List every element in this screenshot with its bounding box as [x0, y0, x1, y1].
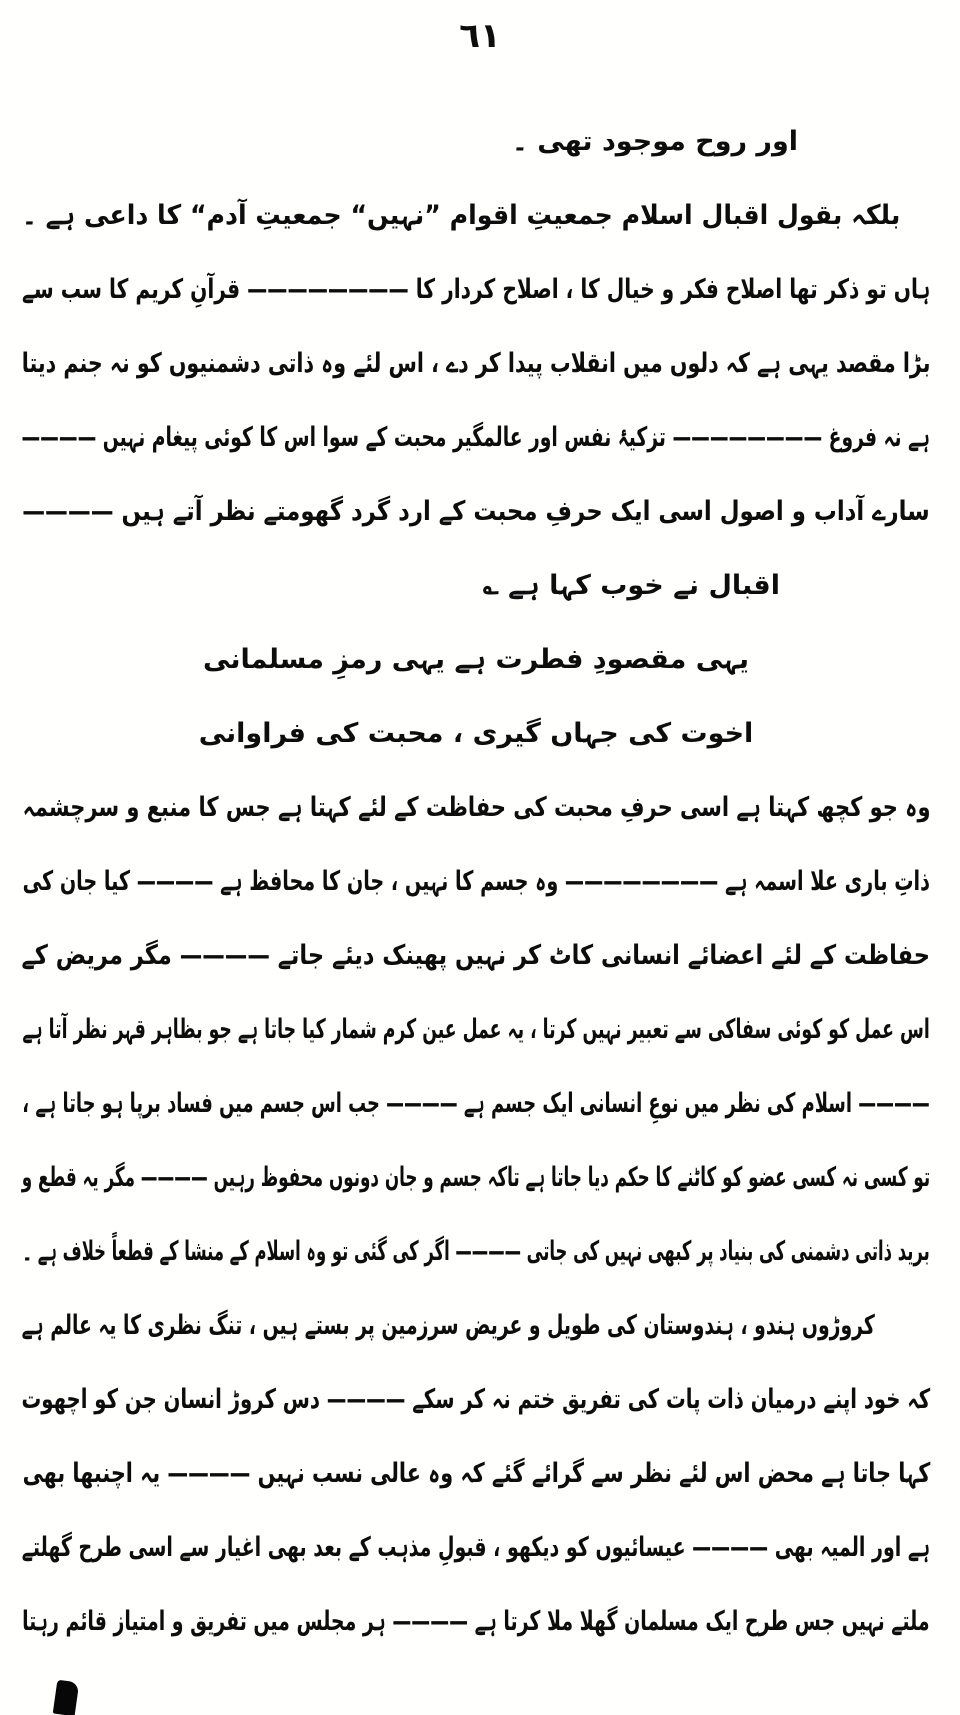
- text-line-content: وہ جو کچھ کہتا ہے اسی حرفِ محبت کی حفاظت کے لئے کہتا ہے جس کا منبع و سرچشمہ: [22, 791, 930, 823]
- text-line: [22, 1214, 930, 1288]
- text-line: [22, 696, 930, 770]
- page-number: ٦١: [459, 16, 501, 56]
- text-line-content: بڑا مقصد یہی ہے کہ دلوں میں انقلاب پیدا کر دے ، اس لئے وہ ذاتی دشمنیوں کو نہ جنم دیتا: [21, 347, 930, 379]
- scan-artifact: [53, 1680, 80, 1715]
- text-line: [22, 178, 930, 252]
- text-line-content: اور روح موجود تھی ۔: [512, 125, 798, 157]
- text-line-content: تو کسی نہ کسی عضو کو کاٹنے کا حکم دیا جاتا ہے تاکہ جسم و جان دونوں محفوظ رہیں ———— مگر یہ قطع و: [21, 1161, 930, 1193]
- text-line-content: حفاظت کے لئے اعضائے انسانی کاٹ کر نہیں پھینک دیئے جاتے ———— مگر مریض کے: [21, 939, 930, 971]
- text-line-content: ———— اسلام کی نظر میں نوعِ انسانی ایک جسم ہے ———— جب اس جسم میں فساد برپا ہو جاتا ہے ،: [22, 1087, 930, 1119]
- text-line: [22, 1584, 930, 1658]
- text-line-content: برید ذاتی دشمنی کی بنیاد پر کبھی نہیں کی جاتی ———— اگر کی گئی تو وہ اسلام کے منشا کے قطعاً خلاف ہے ۔: [22, 1235, 930, 1267]
- text-line: [22, 326, 930, 400]
- text-line-content: ہے اور المیہ بھی ———— عیسائیوں کو دیکھو ، قبولِ مذہب کے بعد بھی اغیار سے اسی طرح گھلتے: [21, 1531, 930, 1563]
- text-line: [22, 252, 930, 326]
- text-line: [22, 770, 930, 844]
- text-line: [22, 844, 930, 918]
- text-line: [22, 918, 930, 992]
- text-line-content: کہ خود اپنے درمیان ذات پات کی تفریق ختم نہ کر سکے ———— دس کروڑ انسان جن کو اچھوت: [21, 1383, 930, 1415]
- text-line-content: ذاتِ باری علا اسمہ ہے ———————— وہ جسم کا نہیں ، جان کا محافظ ہے ———— کیا جان کی: [22, 865, 930, 897]
- text-line: [22, 1436, 930, 1510]
- text-line-content: ملتے نہیں جس طرح ایک مسلمان گھلا ملا کرتا ہے ———— ہر مجلس میں تفریق و امتیاز قائم رہتا: [22, 1605, 930, 1637]
- text-line-content: یہی مقصودِ فطرت ہے یہی رمزِ مسلمانی: [203, 643, 749, 675]
- text-line: [22, 1510, 930, 1584]
- text-line: [22, 474, 930, 548]
- text-line: [22, 400, 930, 474]
- text-line-content: اس عمل کو کوئی سفاکی سے تعبیر نہیں کرتا ، یہ عمل عین کرم شمار کیا جاتا ہے جو بظاہر قہر نظر آتا ہے: [22, 1013, 930, 1045]
- text-line: [22, 622, 930, 696]
- text-line-content: سارے آداب و اصول اسی ایک حرفِ محبت کے ارد گرد گھومتے نظر آتے ہیں ————: [22, 495, 930, 527]
- text-line-content: ہاں تو ذکر تھا اصلاح فکر و خیال کا ، اصلاح کردار کا ———————— قرآنِ کریم کا سب سے: [21, 273, 930, 305]
- text-line-content: کروڑوں ہندو ، ہندوستان کی طویل و عریض سرزمین پر بستے ہیں ، تنگ نظری کا یہ عالم ہے: [21, 1309, 875, 1341]
- text-line-content: کہا جاتا ہے محض اس لئے نظر سے گرائے گئے کہ وہ عالی نسب نہیں ———— یہ اچنبھا بھی: [22, 1457, 930, 1489]
- text-line: [22, 1362, 930, 1436]
- text-line: [22, 992, 930, 1066]
- text-line-content: اقبال نے خوب کہا ہے ؎: [482, 569, 780, 601]
- text-line: [22, 1288, 930, 1362]
- text-line: [22, 1140, 930, 1214]
- text-line: [22, 1066, 930, 1140]
- text-line: [22, 548, 930, 622]
- text-line-content: ہے نہ فروغ ———————— تزکیۂ نفس اور عالمگیر محبت کے سوا اس کا کوئی پیغام نہیں ————: [21, 421, 930, 453]
- text-line-content: بلکہ بقول اقبال اسلام جمعیتِ اقوام ”نہیں“ جمعیتِ آدم“ کا داعی ہے ۔: [21, 199, 900, 231]
- text-line: [22, 104, 930, 178]
- text-block: [22, 104, 930, 1658]
- text-line-content: اخوت کی جہاں گیری ، محبت کی فراوانی: [198, 717, 754, 749]
